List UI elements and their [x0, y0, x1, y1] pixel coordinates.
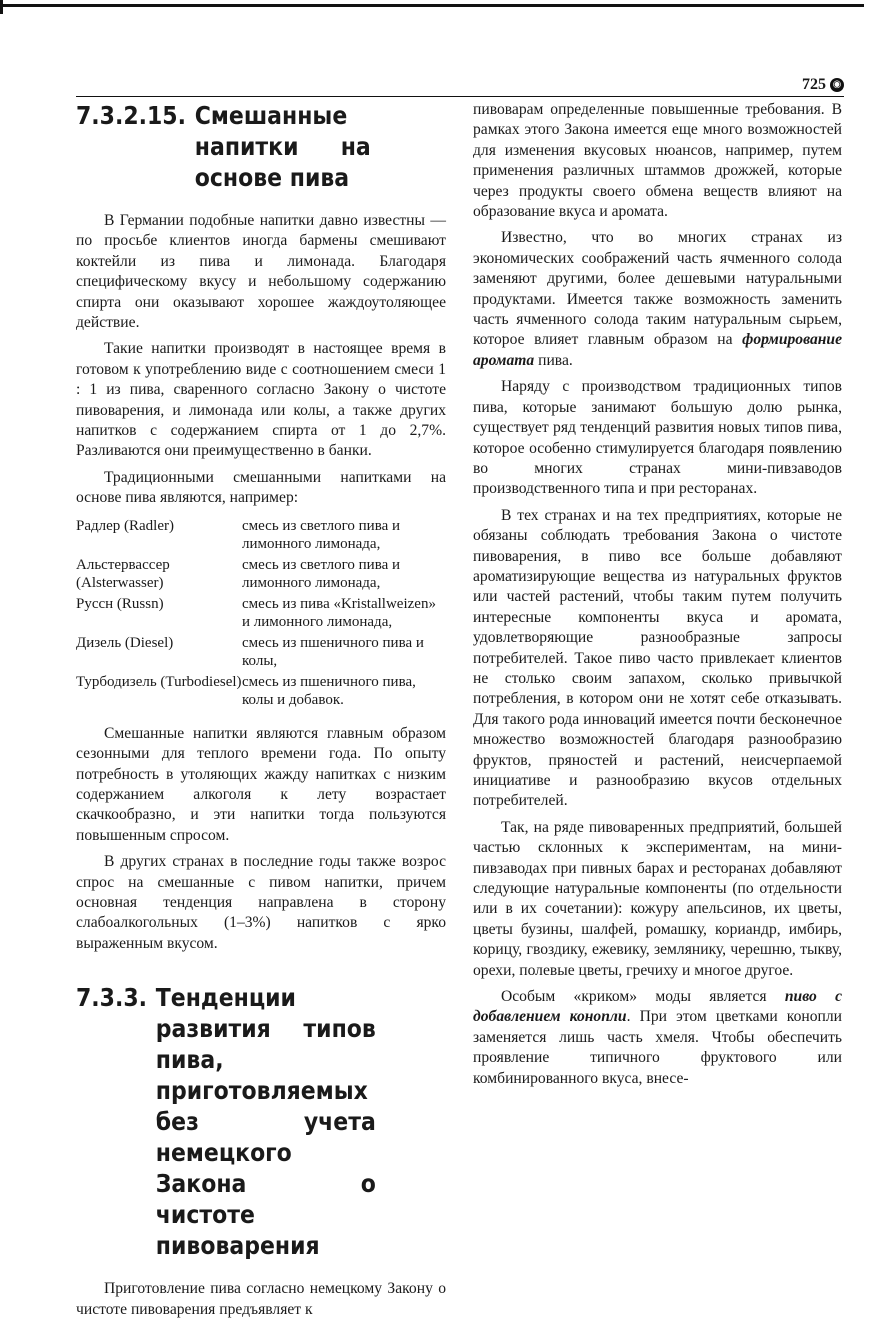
list-item	[76, 673, 446, 710]
drink-name: Дизель (Diesel)	[76, 634, 174, 651]
text-run: Известно, что во многих странах из экономических соображений часть ячменного солода заменяют другими, более дешевыми натуральными продуктами. Имеется также возможность заменить часть ячменного солода таким натуральным сырьем, которое влияет главным образом на	[473, 229, 842, 349]
paragraph: Так, на ряде пивоваренных предприятий, большей частью склонных к экспериментам, на мини-пивзаводах при пивных барах и ресторанах добавляют следующие натуральные компоненты (по отдельности или в их сочетании): кожуру апельсинов, их цветы, цветы бузины, шалфей, ромашку, кориандр, имбирь, корицу, гвоздику, ежевику, землянику, черешню, тыкву, орехи, полевые цветы, гречиху и многое другое.	[473, 818, 842, 979]
drink-description: смесь из светлого пива и лимонного лимонада,	[242, 556, 401, 592]
drink-name: Радлер (Radler)	[76, 517, 174, 534]
paragraph: Смешанные напитки являются главным образом сезонными для теплого времени года. По опыту потребность в утоляющих жажду напитках с низким содержанием алкоголя к лету возрастает скачкообразно, и эти напитки тогда пользуются повышенным спросом.	[76, 724, 446, 844]
page-marker-icon: ◉	[830, 78, 844, 92]
section-heading-mixed-drinks	[76, 100, 446, 193]
list-item	[76, 595, 446, 632]
emphasis-term: пиво с добавлением конопли	[473, 988, 842, 1026]
paragraph	[473, 228, 842, 371]
list-item	[76, 517, 446, 554]
paragraph: В Германии подобные напитки давно известны — по просьбе клиентов иногда бармены смешивают коктейли из пива и лимонада. Благодаря специфическому вкусу и небольшому содержанию спирта они оказывают хорошее жаждоутоляющее действие.	[76, 212, 446, 332]
emphasis-term: формирование аромата	[473, 331, 842, 369]
paragraph: пивоварам определенные повышенные требования. В рамках этого Закона имеется еще много возможностей для изменения вкусовых нюансов, например, путем применения различных штаммов дрожжей, которые через продукты своего обмена веществ влияют на образование вкуса и аромата.	[473, 101, 842, 221]
drink-name: Альстервассер (Alsterwasser)	[76, 556, 170, 592]
drink-description: смесь из пшеничного пива и колы,	[242, 634, 424, 670]
right-column	[473, 100, 842, 1089]
list-item	[76, 556, 446, 593]
section-title: Тенденции развития типов пива, приготовляемых без учета немецкого Закона о чистоте пивоварения	[155, 983, 376, 1261]
scan-border-corner	[0, 0, 3, 14]
paragraph	[473, 987, 842, 1089]
left-column	[76, 100, 446, 1320]
section-number: 7.3.3.	[76, 983, 148, 1013]
scan-border-line	[0, 4, 864, 7]
text-run: Особым «криком» моды является	[501, 988, 785, 1006]
drink-description: смесь из пива «Kristallweizen» и лимонного лимонада,	[242, 595, 436, 631]
drink-description: смесь из пшеничного пива, колы и добавок.	[242, 673, 416, 709]
list-item	[76, 634, 446, 671]
header-rule	[76, 96, 844, 97]
paragraph: В других странах в последние годы также возрос спрос на смешанные с пивом напитки, причем основная тенденция направлена в сторону слабоалкогольных (1–3%) напитков с ярко выраженным вкусом.	[76, 853, 446, 952]
section-number: 7.3.2.15.	[76, 101, 186, 130]
paragraph: Приготовление пива согласно немецкому Закону о чистоте пивоварения предъявляет к	[76, 1280, 446, 1318]
text-run: пива.	[534, 351, 573, 369]
paragraph: Такие напитки производят в настоящее время в готовом к употреблению виде с соотношением смеси 1 : 1 из пива, сваренного согласно Закону о чистоте пивоварения, и лимонада или колы, а также других напитков с содержанием спирта от 1 до 2,7%. Разливаются они преимущественно в банки.	[76, 340, 446, 460]
mixed-drinks-list	[76, 517, 446, 710]
page-number: 725	[802, 76, 826, 93]
text-run: . При этом цветками конопли заменяется лишь часть хмеля. Чтобы обеспечить проявление типичного фруктового или комбинированного вкуса, внесе-	[473, 1008, 843, 1087]
paragraph: В тех странах и на тех предприятиях, которые не обязаны соблюдать требования Закона о чистоте пивоварения, в пиво все больше добавляют ароматизирующие вещества из натуральных фруктов или частей растений, чтобы таким путем получить интересные компоненты вкуса и аромата, удовлетворяющие разнообразные запросы потребителей. Такое пиво часто привлекает клиентов не столько своим запахом, сколько привычкой потребления, в котором они не хотят себе отказывать. Для такого рода инноваций имеется почти бесконечное множество возможностей благодаря разнообразию фруктов, пряностей и растений, неисчерпаемой инициативе и разнообразию вкусов отдельных потребителей.	[473, 506, 842, 810]
drink-description: смесь из светлого пива и лимонного лимонада,	[242, 517, 401, 553]
paragraph: Наряду с производством традиционных типов пива, которые занимают большую долю рынка, существует ряд тенденций развития новых типов пива, которое особенно стимулируется благодаря появлению во многих странах мини-пивзаводов производственного типа и при ресторанах.	[473, 378, 842, 498]
paragraph: Традиционными смешанными напитками на основе пива являются, например:	[76, 468, 446, 507]
drink-name: Турбодизель (Turbodiesel)	[76, 673, 242, 690]
section-title: Смешанные напитки на основе пива	[194, 101, 371, 192]
section-heading-beer-trends	[76, 982, 446, 1261]
drink-name: Руссн (Russn)	[76, 595, 164, 612]
